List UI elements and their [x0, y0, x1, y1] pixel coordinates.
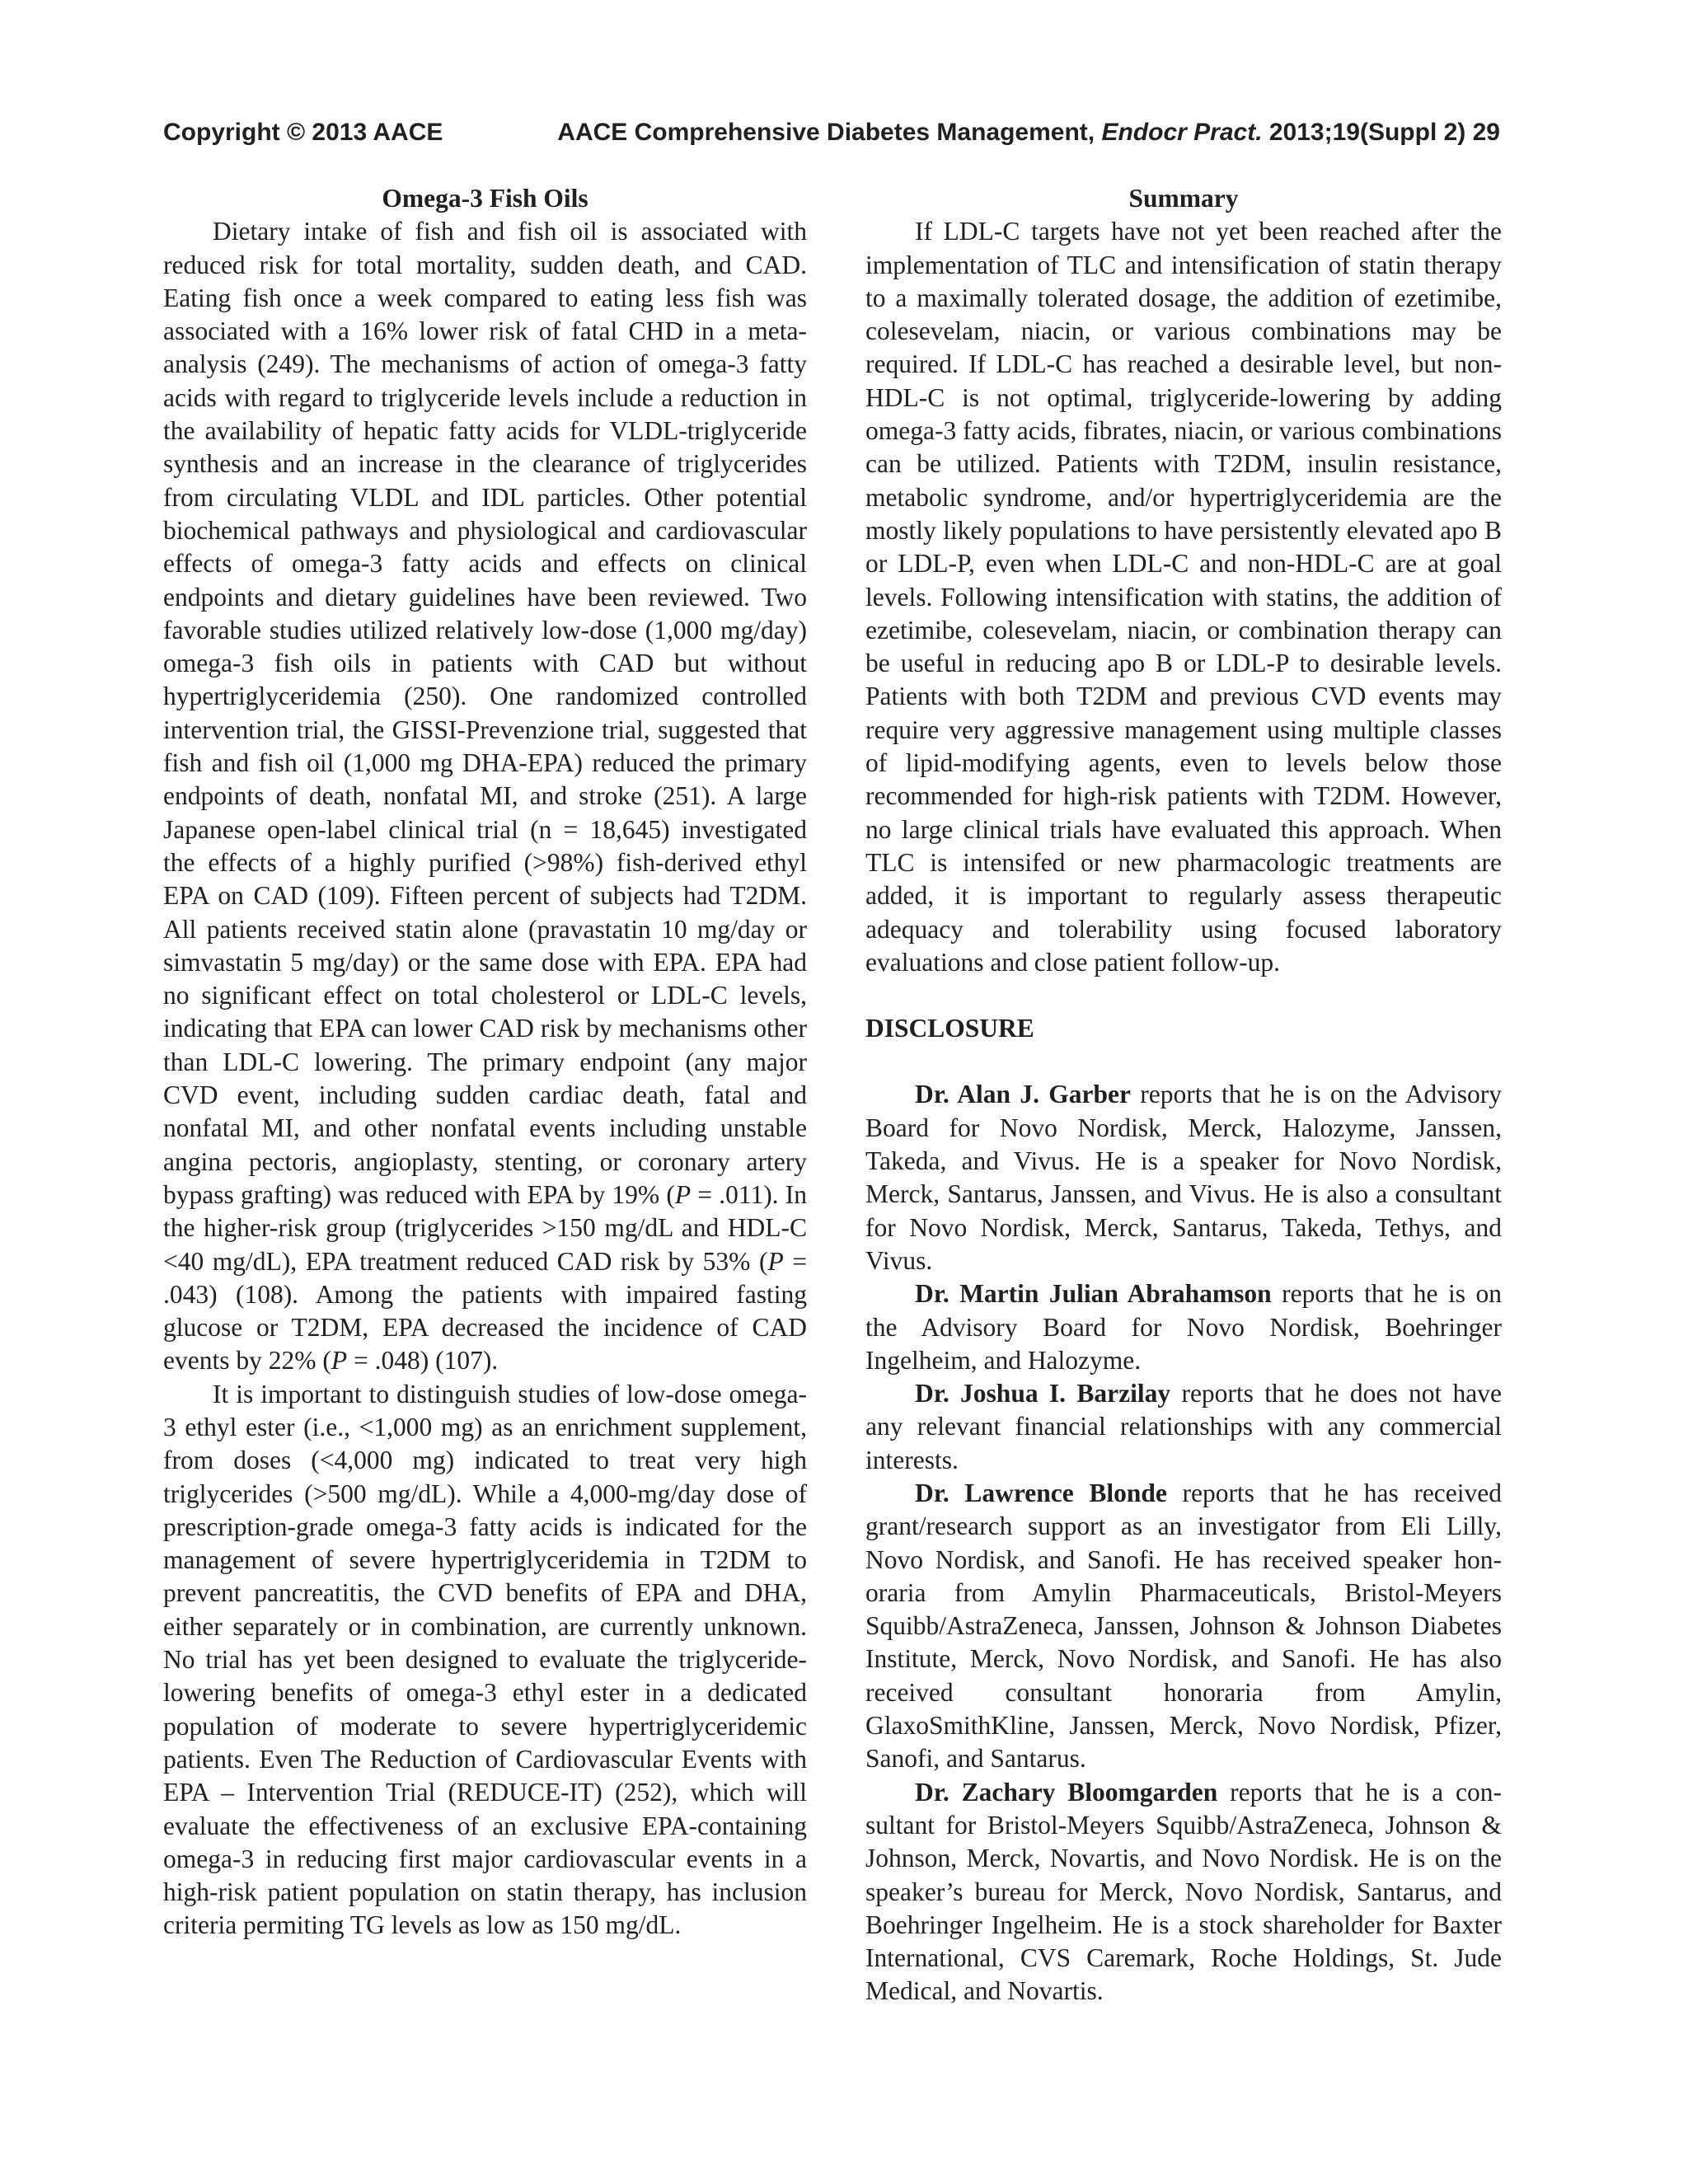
journal-volume-page: 2013;19(Suppl 2) 29 [1262, 119, 1500, 146]
disclosure-author-name: Dr. Zachary Bloomgarden [915, 1777, 1218, 1807]
disclosure-author-name: Dr. Lawrence Blonde [915, 1478, 1167, 1507]
disclosure-text: reports that he has received grant/research support as an investigator from Eli Lilly, Novo Nordisk, and Sanofi. He has received speaker honoraria from Amylin Pharmaceuticals, Bristol-Meyers Squibb/AstraZeneca, Janssen, Johnson & Johnson Diabetes Institute, Merck, Novo Nordisk, and Sanofi. He has also received consultant honoraria from Amylin, GlaxoSmithKline, Janssen, Merck, Novo Nordisk, Pfizer, Sanofi, and Santarus. [865, 1478, 1502, 1774]
disclosure-author-name: Dr. Alan J. Garber [915, 1080, 1131, 1109]
paragraph-omega3-2: It is important to distinguish studies of low-dose omega-3 ethyl ester (i.e., <1,000 mg) as an enrichment supplement, from doses (<4,000 mg) indicated to treat very high triglycerides (>500 mg/dL). While a 4,000-mg/day dose of prescription-grade omega-3 fatty acids is indicated for the management of severe hypertriglyceridemia in T2DM to prevent pancreatitis, the CVD benefits of EPA and DHA, either separately or in combination, are currently unknown. No trial has yet been designed to evaluate the triglyceride-lowering benefits of omega-3 ethyl ester in a dedicated population of moderate to severe hypertriglyceridemic patients. Even The Reduction of Cardiovascular Events with EPA – Intervention Trial (REDUCE-IT) (252), which will evaluate the effectiveness of an exclusive EPA-containing omega-3 in reducing first major cardiovascular events in a high-risk patient population on statin therapy, has inclusion criteria permiting TG levels as low as 150 mg/dL. [163, 1379, 807, 1940]
section-heading-disclosure: DISCLOSURE [865, 1014, 1034, 1043]
disclosure-item [865, 1078, 1502, 1277]
disclosure-text: reports that he is on the Advisory Board for Novo Nordisk, Merck, Halozyme, Janssen, Takeda, and Vivus. He is a speaker for Novo Nordisk, Merck, Santarus, Janssen, and Vivus. He is also a consultant for Novo Nordisk, Merck, Santarus, Takeda, Tethys, and Vivus. [865, 1080, 1502, 1275]
journal-citation [557, 118, 1500, 148]
disclosure-author-name: Dr. Martin Julian Abrahamson [915, 1279, 1272, 1309]
omega3-text-c: = .043) (108). Among the patients with impaired fasting glucose or T2DM, EPA decreased the incidence of CAD events by 22% ( [163, 1246, 807, 1376]
disclosure-item [865, 1477, 1502, 1776]
omega3-text-a: Dietary intake of fish and fish oil is associated with reduced risk for total mortality, sudden death, and CAD. Eating fish once a week compared to eating less fish was associated with a 16% lower risk of fatal CHD in a meta-analysis (249). The mechanisms of action of omega-3 fatty acids with regard to triglyceride levels include a reduction in the availability of hepatic fatty acids for VLDL-triglyceride synthesis and an increase in the clearance of triglycerides from circulating VLDL and IDL particles. Other potential biochemical pathways and physiological and cardiovascular effects of omega-3 fatty acids and effects on clinical endpoints and dietary guidelines have been reviewed. Two favorable studies utilized relatively low-dose (1,000 mg/day) omega-3 fish oils in patients with CAD but without hypertriglyceridemia (250). One randomized controlled intervention trial, the GISSI-Prevenzione trial, suggested that fish and fish oil (1,000 mg DHA-EPA) reduced the primary endpoints of death, nonfatal MI, and stroke (251). A large Japanese open-label clinical trial (n = 18,645) investigated the effects of a highly purified (>98%) fish-derived ethyl EPA on CAD (109). Fifteen percent of subjects had T2DM. All patients received statin alone (pravastatin 10 mg/day or simvastatin 5 mg/day) or the same dose with EPA. EPA had no significant effect on total cholesterol or LDL-C levels, indicating that EPA can lower CAD risk by mechanisms other than LDL-C lowering. The primary endpoint (any major CVD event, including sudden cardiac death, fatal and nonfatal MI, and other nonfatal events including unstable angina pectoris, angioplasty, stenting, or coronary artery bypass grafting) was reduced with EPA by 19% ( [163, 217, 807, 1209]
p-value-symbol: P [331, 1346, 348, 1376]
disclosure-item [865, 1377, 1502, 1477]
disclosure-item [865, 1776, 1502, 2008]
disclosure-author-name: Dr. Joshua I. Barzilay [915, 1379, 1171, 1408]
disclosure-text: reports that he is on the Advisory Board for Novo Nordisk, Boehringer Ingelheim, and Halozyme. [865, 1279, 1502, 1375]
disclosure-text: reports that he is a consultant for Bristol-Meyers Squibb/AstraZeneca, Johnson & Johnson, Merck, Novartis, and Novo Nordisk. He is on the speaker’s bureau for Merck, Novo Nordisk, Santarus, and Boehringer Ingelheim. He is a stock shareholder for Baxter International, CVS Caremark, Roche Holdings, St. Jude Medical, and Novartis. [865, 1777, 1502, 2006]
disclosure-item [865, 1277, 1502, 1377]
copyright-notice: Copyright © 2013 AACE [163, 119, 443, 146]
section-heading-omega3: Omega-3 Fish Oils [382, 184, 588, 213]
journal-title: AACE Comprehensive Diabetes Management, [557, 119, 1102, 146]
paragraph-omega3-1 [163, 215, 807, 1377]
omega3-text-b: = .011). In the higher-risk group (triglycerides >150 mg/dL and HDL-C <40 mg/dL), EPA treatment reduced CAD risk by 53% ( [163, 1179, 808, 1276]
left-column [163, 182, 807, 1943]
p-value-symbol: P [674, 1179, 692, 1209]
paragraph-summary: If LDL-C targets have not yet been reached after the implementation of TLC and intensification of statin therapy to a maximally tolerated dosage, the addition of ezetimibe, colesevelam, niacin, or various combinations may be required. If LDL-C has reached a desirable level, but non-HDL-C is not optimal, triglyceride-lowering by adding omega-3 fatty acids, fibrates, niacin, or various combinations can be utilized. Patients with T2DM, insulin resistance, metabolic syndrome, and/or hypertriglyceridemia are the mostly likely populations to have persistently elevated apo B or LDL-P, even when LDL-C and non-HDL-C are at goal levels. Following intensification with statins, the addition of ezetimibe, colesevelam, niacin, or combination therapy can be useful in reducing apo B or LDL-P to desirable levels. Patients with both T2DM and previous CVD events may require very aggressive management using multiple classes of lipid-modifying agents, even to levels below those recommended for high-risk patients with T2DM. However, no large clinical trials have evaluated this approach. When TLC is intensifed or new pharmacologic treatments are added, it is important to regularly assess therapeutic adequacy and tolerability using focused laboratory evaluations and close patient follow-up. [865, 217, 1502, 977]
disclosure-text: reports that he does not have any relevant financial relationships with any commercial interests. [865, 1379, 1503, 1474]
omega3-text-d: = .048) (107). [347, 1346, 499, 1376]
right-column [865, 182, 1502, 2008]
journal-abbrev: Endocr Pract. [1101, 119, 1263, 146]
p-value-symbol: P [767, 1246, 784, 1276]
section-heading-summary: Summary [1128, 184, 1239, 213]
